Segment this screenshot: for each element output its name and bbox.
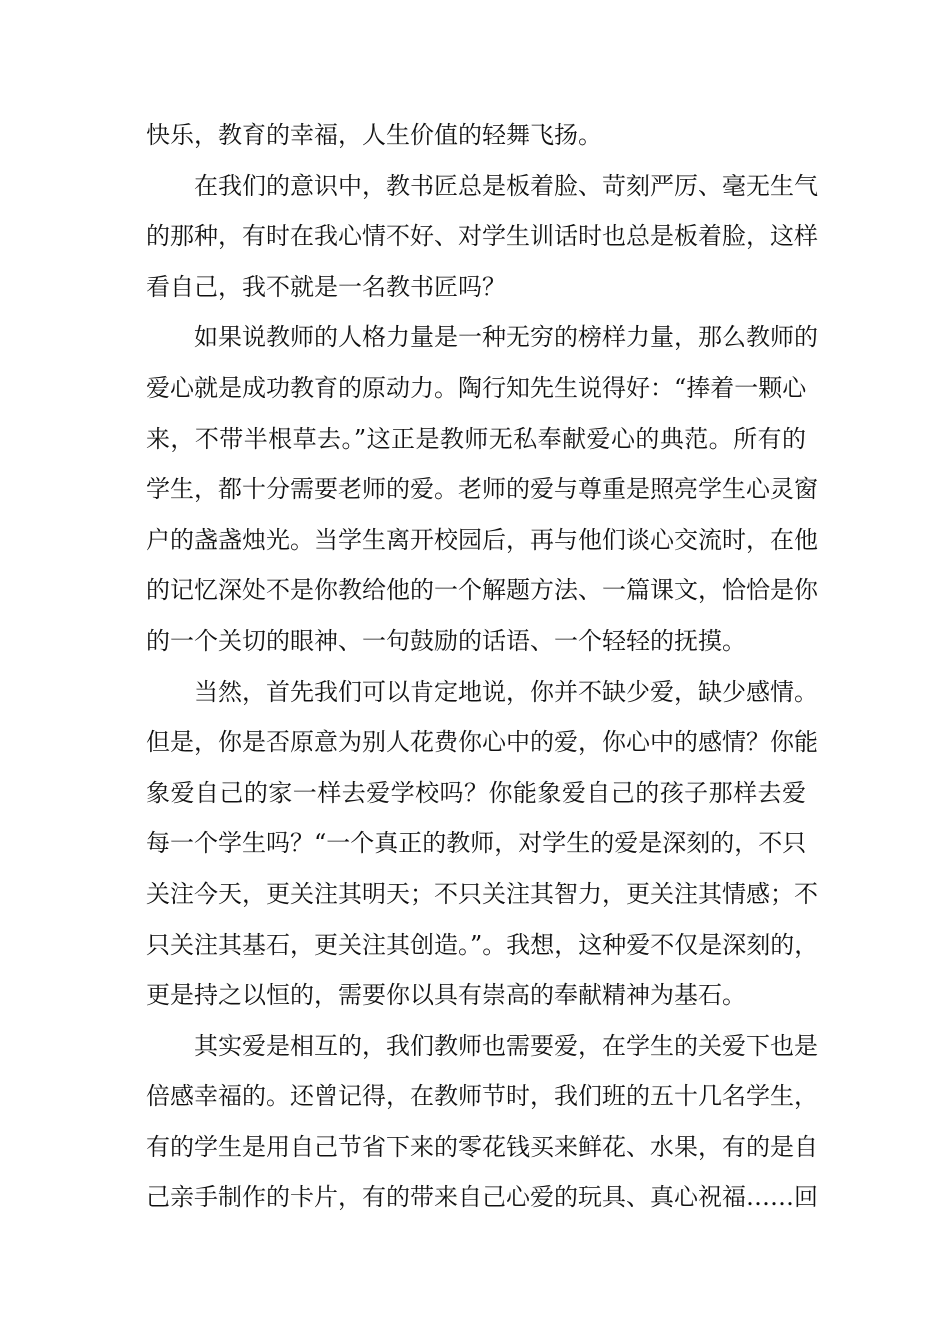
paragraph <box>146 667 819 1021</box>
text-line: 快乐，教育的幸福，人生价值的轻舞飞扬。 <box>146 121 602 149</box>
text-line: 每一个学生吗？“一个真正的教师，对学生的爱是深刻的，不只 <box>146 829 807 858</box>
paragraph <box>146 312 818 666</box>
text-line: 的记忆深处不是你教给他的一个解题方法、一篇课文，恰恰是你 <box>146 576 818 605</box>
text-line: 如果说教师的人格力量是一种无穷的榜样力量，那么教师的 <box>194 323 818 352</box>
text-line: 户的盏盏烛光。当学生离开校园后，再与他们谈心交流时，在他 <box>146 525 818 554</box>
body-text <box>146 110 819 1223</box>
text-line: 学生，都十分需要老师的爱。老师的爱与尊重是照亮学生心灵窗 <box>146 475 818 504</box>
paragraph <box>146 110 806 161</box>
text-line: 的那种，有时在我心情不好、对学生训话时也总是板着脸，这样 <box>146 222 818 251</box>
text-line: 倍感幸福的。还曾记得，在教师节时，我们班的五十几名学生， <box>146 1082 818 1111</box>
paragraph <box>146 1021 818 1223</box>
text-line: 看自己，我不就是一名教书匠吗？ <box>146 272 506 301</box>
text-line: 有的学生是用自己节省下来的零花钱买来鲜花、水果，有的是自 <box>146 1132 818 1161</box>
text-line: 爱心就是成功教育的原动力。陶行知先生说得好：“捧着一颗心 <box>146 373 807 402</box>
text-line: 来，不带半根草去。”这正是教师无私奉献爱心的典范。所有的 <box>146 424 806 453</box>
text-line: 的一个关切的眼神、一句鼓励的话语、一个轻轻的抚摸。 <box>146 626 746 655</box>
text-line: 当然，首先我们可以肯定地说，你并不缺少爱，缺少感情。 <box>194 677 818 706</box>
text-line: 象爱自己的家一样去爱学校吗？你能象爱自己的孩子那样去爱 <box>146 778 806 807</box>
text-line: 在我们的意识中，教书匠总是板着脸、苛刻严厉、毫无生气 <box>194 171 818 200</box>
text-line: 只关注其基石，更关注其创造。”。我想，这种爱不仅是深刻的， <box>146 930 819 959</box>
text-line: 更是持之以恒的，需要你以具有崇高的奉献精神为基石。 <box>146 981 746 1010</box>
text-line: 但是，你是否原意为别人花费你心中的爱，你心中的感情？你能 <box>146 728 818 757</box>
paragraph <box>146 161 818 313</box>
text-line: 关注今天，更关注其明天；不只关注其智力，更关注其情感；不 <box>146 879 818 908</box>
text-line: 其实爱是相互的，我们教师也需要爱，在学生的关爱下也是 <box>194 1031 818 1060</box>
text-line: 己亲手制作的卡片，有的带来自己心爱的玩具、真心祝福……回 <box>146 1183 818 1212</box>
